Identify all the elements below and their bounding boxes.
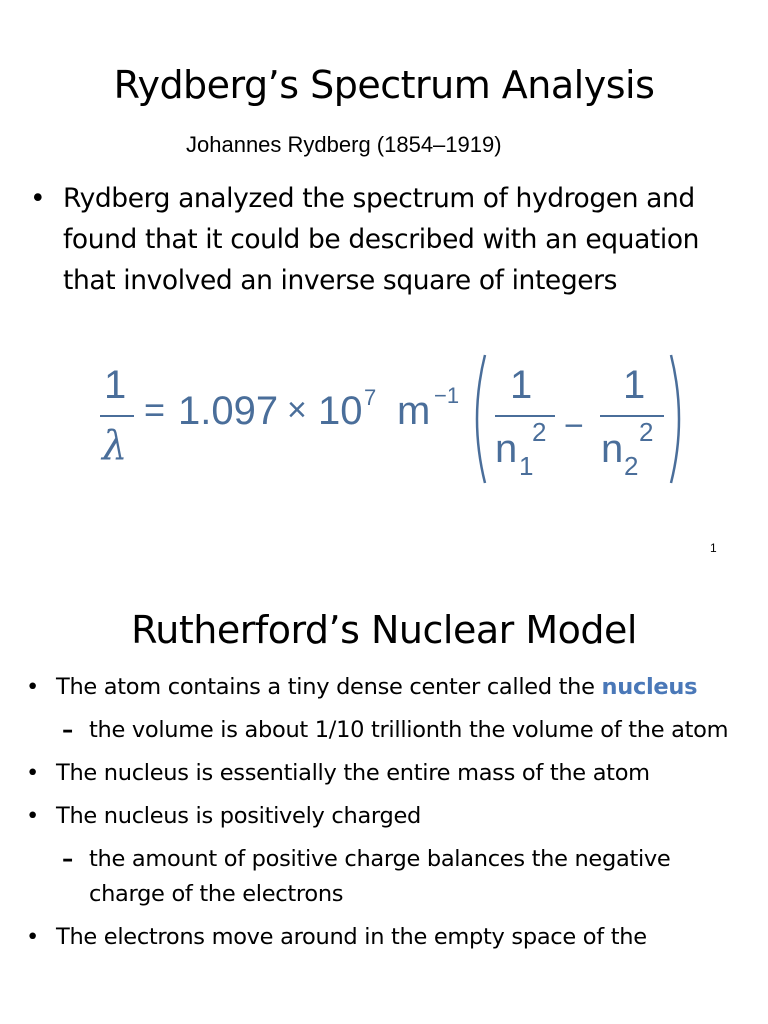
term1-numerator: 1 xyxy=(510,363,533,407)
bullet-marker: • xyxy=(26,924,39,950)
list-subitem-text: the amount of positive charge balances the negative charge of the electrons xyxy=(89,846,671,907)
dash-marker: – xyxy=(62,846,73,872)
bullet-marker: • xyxy=(26,760,39,786)
list-item-text: The nucleus is essentially the entire mass of the atom xyxy=(56,760,650,786)
bullet-item xyxy=(30,178,750,301)
page-number: 1 xyxy=(710,541,717,555)
lhs-numerator: 1 xyxy=(104,363,127,407)
bullet-marker: • xyxy=(26,674,39,700)
lhs-fraction-bar xyxy=(100,415,134,418)
lhs-denominator: λ xyxy=(102,423,128,469)
term2-power: 2 xyxy=(639,417,654,447)
slide-title: Rutherford’s Nuclear Model xyxy=(131,608,637,652)
list-subitem xyxy=(62,842,746,912)
equals-sign: = xyxy=(144,389,166,430)
left-paren xyxy=(467,353,489,485)
term2-numerator: 1 xyxy=(623,363,646,407)
minus-sign: − xyxy=(564,407,584,445)
list-item-text: The electrons move around in the empty space of the xyxy=(56,924,647,950)
rydberg-equation xyxy=(92,345,702,490)
list-item xyxy=(26,756,746,791)
term2-fraction-bar xyxy=(600,415,664,418)
term2-symbol: n xyxy=(601,427,624,471)
rydberg-constant: 1.097 xyxy=(178,389,279,433)
list-item-lead: The atom contains a tiny dense center called the xyxy=(56,674,602,700)
list-item xyxy=(26,670,746,705)
term2-subscript: 2 xyxy=(624,451,639,481)
power-exponent: 7 xyxy=(364,385,377,410)
list-item xyxy=(26,799,746,834)
slide-title: Rydberg’s Spectrum Analysis xyxy=(113,63,655,107)
term1-subscript: 1 xyxy=(519,451,534,481)
right-paren xyxy=(667,353,689,485)
bullet-marker: • xyxy=(30,183,46,214)
list-subitem-text: the volume is about 1/10 trillionth the volume of the atom xyxy=(89,717,729,743)
unit-meter: m xyxy=(397,389,431,433)
list-item-text: The nucleus is positively charged xyxy=(56,803,421,829)
term1-symbol: n xyxy=(495,427,518,471)
slide-subtitle: Johannes Rydberg (1854–1919) xyxy=(186,132,502,157)
bullet-list xyxy=(26,670,746,963)
term1-power: 2 xyxy=(532,417,547,447)
bullet-text: Rydberg analyzed the spectrum of hydrogen and found that it could be described with an equation that involved an inverse square of integers xyxy=(63,183,700,296)
dash-marker: – xyxy=(62,717,73,743)
bullet-marker: • xyxy=(26,803,39,829)
list-item xyxy=(26,920,746,955)
power-base: 10 xyxy=(318,389,363,433)
times-sign: × xyxy=(287,391,307,429)
slide-rutherford xyxy=(0,570,768,1024)
unit-exponent: −1 xyxy=(434,383,460,408)
list-subitem xyxy=(62,713,746,748)
list-item-text xyxy=(56,670,746,705)
emphasis-term: nucleus xyxy=(601,674,698,700)
